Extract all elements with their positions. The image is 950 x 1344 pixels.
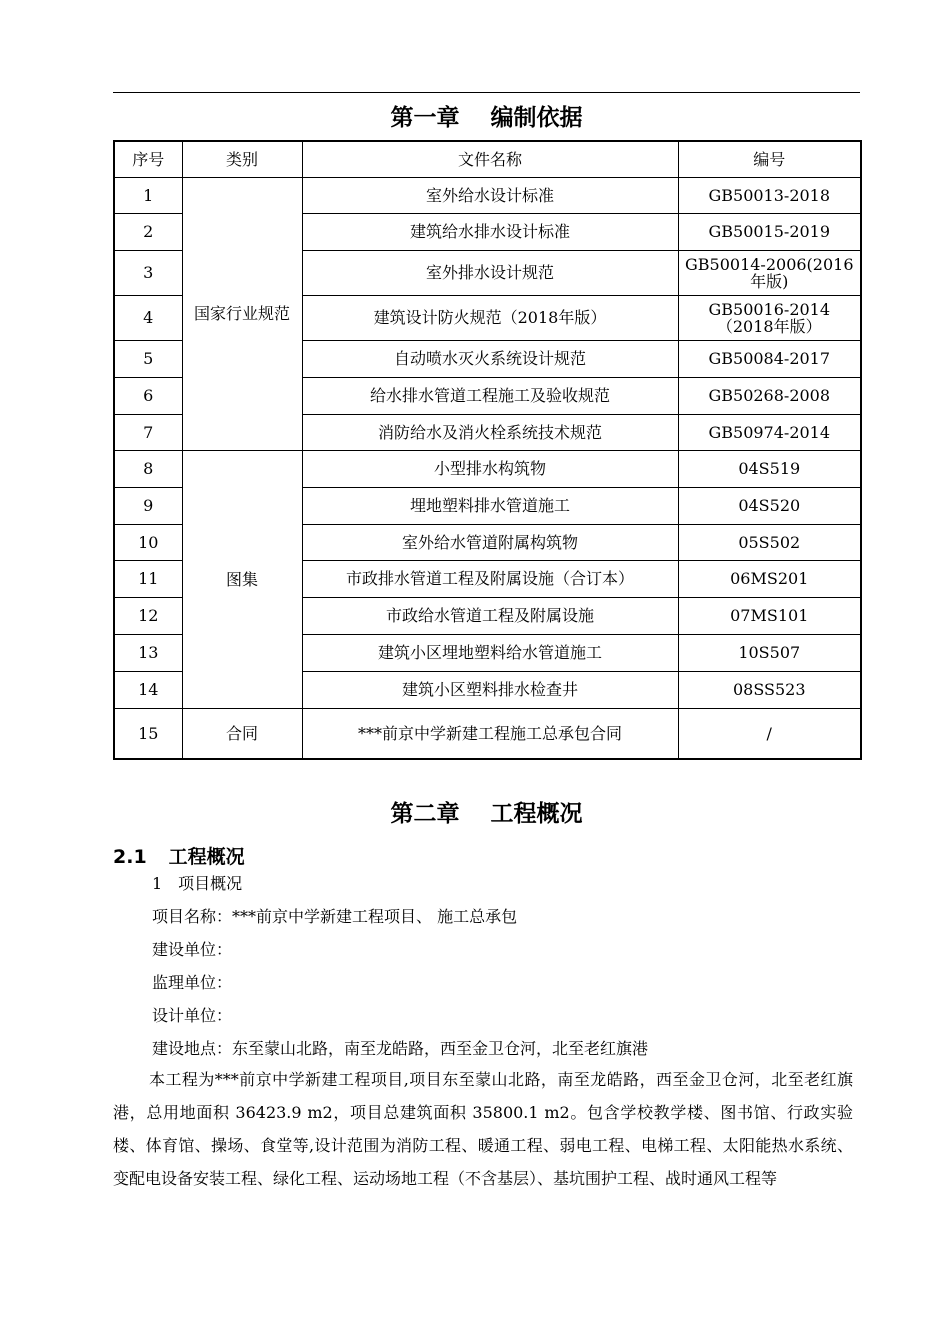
row-name: 室外排水设计规范 (302, 250, 678, 295)
row-name: 建筑小区埋地塑料给水管道施工 (302, 634, 678, 671)
row-no: 12 (114, 597, 182, 634)
row-code: 05S502 (678, 524, 861, 560)
row-no: 2 (114, 213, 182, 250)
row-name: 建筑小区塑料排水检查井 (302, 671, 678, 708)
row-code: GB50015-2019 (678, 213, 861, 250)
row-name: 建筑给水排水设计标准 (302, 213, 678, 250)
row-no: 4 (114, 295, 182, 340)
builder-line: 建设单位： (152, 940, 233, 959)
row-name: 市政排水管道工程及附属设施（合订本） (302, 560, 678, 597)
row-no: 5 (114, 340, 182, 377)
table-row (114, 177, 861, 213)
project-description: 本工程为***前京中学新建工程项目,项目东至蒙山北路，南至龙皓路，西至金卫仓河，北至老红旗港，总用地面积 36423.9 m2，项目总建筑面积 35800.1 m2。包含学校教学楼、图书馆、行政实验楼、体育馆、操场、食堂等,设计范围为消防工程、暖通工程、弱电工程、电梯工程、太阳能热水系统、变配电设备安装工程、绿化工程、运动场地工程（不含基层）、基坑围护工程、战时通风工程等 (113, 1070, 853, 1188)
header-code: 编号 (678, 141, 861, 177)
project-name-line: 项目名称：***前京中学新建工程项目、 施工总承包 (152, 907, 518, 926)
section-heading (113, 842, 245, 869)
row-no: 10 (114, 524, 182, 560)
top-rule (113, 92, 860, 93)
chapter1-title: 第一章 编制依据 (390, 105, 583, 131)
header-no: 序号 (114, 141, 182, 177)
section-number: 2.1 (113, 846, 147, 868)
row-code: 10S507 (678, 634, 861, 671)
row-no: 14 (114, 671, 182, 708)
table-row (114, 708, 861, 759)
row-no: 8 (114, 450, 182, 487)
location-line: 建设地点：东至蒙山北路，南至龙皓路，西至金卫仓河，北至老红旗港 (152, 1039, 649, 1058)
row-name: 市政给水管道工程及附属设施 (302, 597, 678, 634)
row-name: 小型排水构筑物 (302, 450, 678, 487)
row-name: 自动喷水灭火系统设计规范 (302, 340, 678, 377)
row-no: 13 (114, 634, 182, 671)
row-code: GB50268-2008 (678, 377, 861, 414)
row-code: 08SS523 (678, 671, 861, 708)
row-name: ***前京中学新建工程施工总承包合同 (302, 708, 678, 759)
row-name: 给水排水管道工程施工及验收规范 (302, 377, 678, 414)
row-code: GB50974-2014 (678, 414, 861, 450)
section-title: 工程概况 (168, 846, 245, 868)
row-name: 埋地塑料排水管道施工 (302, 487, 678, 524)
table-row (114, 450, 861, 487)
category-cell: 图集 (182, 450, 302, 708)
supervisor-line: 监理单位： (152, 973, 233, 992)
row-name: 室外给水设计标准 (302, 177, 678, 213)
row-code: 07MS101 (678, 597, 861, 634)
category-cell: 合同 (182, 708, 302, 759)
row-no: 15 (114, 708, 182, 759)
row-code: 04S519 (678, 450, 861, 487)
row-code: GB50013-2018 (678, 177, 861, 213)
chapter2-title: 第二章 工程概况 (390, 801, 583, 827)
row-no: 7 (114, 414, 182, 450)
header-category: 类别 (182, 141, 302, 177)
basis-table (113, 140, 862, 760)
row-no: 6 (114, 377, 182, 414)
table-header-row (114, 141, 861, 177)
designer-line: 设计单位： (152, 1006, 233, 1025)
header-name: 文件名称 (302, 141, 678, 177)
row-name: 消防给水及消火栓系统技术规范 (302, 414, 678, 450)
row-code: GB50016-2014（2018年版） (678, 295, 861, 340)
row-code: GB50084-2017 (678, 340, 861, 377)
row-code: / (678, 708, 861, 759)
item-heading: 1 项目概况 (152, 874, 243, 893)
row-no: 3 (114, 250, 182, 295)
row-name: 建筑设计防火规范（2018年版） (302, 295, 678, 340)
category-cell: 国家行业规范 (182, 177, 302, 450)
row-code: GB50014-2006(2016年版) (678, 250, 861, 295)
row-code: 04S520 (678, 487, 861, 524)
row-no: 11 (114, 560, 182, 597)
row-code: 06MS201 (678, 560, 861, 597)
row-name: 室外给水管道附属构筑物 (302, 524, 678, 560)
row-no: 9 (114, 487, 182, 524)
row-no: 1 (114, 177, 182, 213)
